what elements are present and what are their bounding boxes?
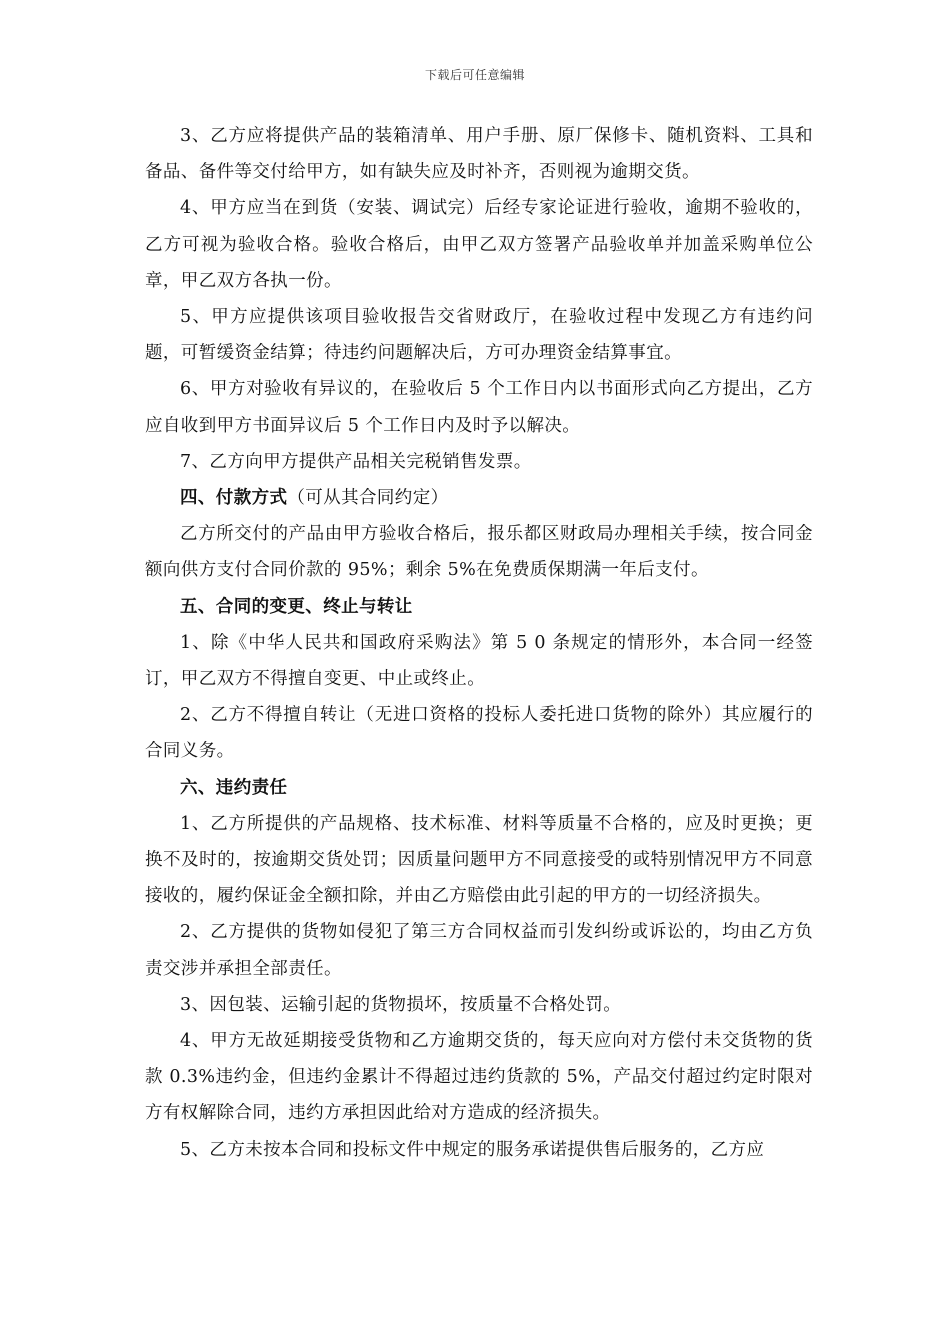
liability-clause-1: 1、乙方所提供的产品规格、技术标准、材料等质量不合格的，应及时更换；更换不及时的，按逾期交货处罚；因质量问题甲方不同意接受的或特别情况甲方不同意接收的，履约保证金全额扣除，并由乙方赔偿由此引起的甲方的一切经济损失。 [145, 813, 813, 907]
clause-6-objection: 6、甲方对验收有异议的，在验收后 5 个工作日内以书面形式向乙方提出，乙方应自收到甲方书面异议后 5 个工作日内及时予以解决。 [145, 379, 813, 436]
clause-7-invoice: 7、乙方向甲方提供产品相关完税销售发票。 [180, 451, 532, 472]
clause-3-delivery-documents: 3、乙方应将提供产品的装箱清单、用户手册、原厂保修卡、随机资料、工具和备品、备件等交付给甲方，如有缺失应及时补齐，否则视为逾期交货。 [145, 126, 813, 183]
liability-clause-5: 5、乙方未按本合同和投标文件中规定的服务承诺提供售后服务的，乙方应 [180, 1139, 765, 1160]
clause-5-acceptance-report: 5、甲方应提供该项目验收报告交省财政厅，在验收过程中发现乙方有违约问题，可暂缓资金结算；待违约问题解决后，方可办理资金结算事宜。 [145, 307, 813, 364]
changes-clause-1: 1、除《中华人民共和国政府采购法》第 5 0 条规定的情形外，本合同一经签订，甲乙双方不得擅自变更、中止或终止。 [145, 632, 813, 690]
section-heading-changes [145, 589, 813, 625]
clause-4-acceptance: 4、甲方应当在到货（安装、调试完）后经专家论证进行验收，逾期不验收的，乙方可视为验收合格。验收合格后，由甲乙双方签署产品验收单并加盖采购单位公章，甲乙双方各执一份。 [145, 198, 813, 291]
liability-clause-2: 2、乙方提供的货物如侵犯了第三方合同权益而引发纠纷或诉讼的，均由乙方负责交涉并承担全部责任。 [145, 922, 813, 979]
section-heading-liability-title: 六、违约责任 [180, 777, 288, 798]
page-header: 下载后可任意编辑 [424, 68, 525, 82]
section-heading-changes-title: 五、合同的变更、终止与转让 [180, 596, 413, 617]
document-body [145, 118, 813, 1168]
liability-clause-3: 3、因包装、运输引起的货物损坏，按质量不合格处罚。 [180, 994, 622, 1015]
liability-clause-4: 4、甲方无故延期接受货物和乙方逾期交货的，每天应向对方偿付未交货物的货款 0.3%违约金，但违约金累计不得超过违约货款的 5%，产品交付超过约定时限对方有权解除合同，违约方承担因此给对方造成的经济损失。 [145, 1031, 813, 1124]
payment-terms: 乙方所交付的产品由甲方验收合格后，报乐都区财政局办理相关手续，按合同金额向供方支付合同价款的 95%；剩余 5%在免费质保期满一年后支付。 [145, 524, 813, 581]
section-heading-payment-note: （可从其合同约定） [287, 488, 449, 509]
section-heading-payment [145, 480, 813, 516]
section-heading-liability [145, 770, 813, 806]
changes-clause-2: 2、乙方不得擅自转让（无进口资格的投标人委托进口货物的除外）其应履行的合同义务。 [145, 705, 813, 762]
section-heading-payment-title: 四、付款方式 [180, 488, 288, 509]
